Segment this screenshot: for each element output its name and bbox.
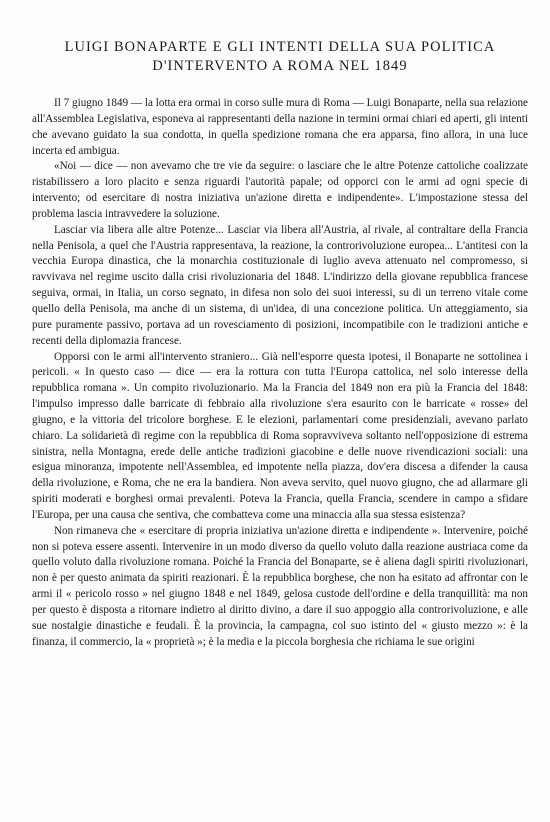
- title-line-1: LUIGI BONAPARTE E GLI INTENTI DELLA SUA POLITICA: [64, 39, 496, 55]
- paragraph-4: Opporsi con le armi all'intervento straniero... Già nell'esporre questa ipotesi, il Bonaparte ne sottolinea i pericoli. « In questo caso — dice — era la rottura con tutta l'Europa cattolica, nel solo interesse della repubblica romana ». Un compito rivoluzionario. Ma la Francia del 1849 non era più la Francia del 1848: l'impulso impresso dalle barricate di febbraio alla rivoluzione s'era esaurito con le barricate « rosse» del giugno, e la vittoria del tricolore borghese. E le elezioni, parlamentari come presidenziali, avevano parlato chiaro. La solidarietà di regime con la repubblica di Roma sopravviveva soltanto nell'opposizione di estrema sinistra, nella Montagna, erede delle antiche tradizioni giacobine e delle nuove rivendicazioni sociali: una esigua minoranza, impotente nell'Assemblea, ed impotente nella piazza, dov'era discesa a difender la causa della rivoluzione, e Roma, che ne era la bandiera. Non aveva servito, quel nuovo giugno, che ad allarmare gli spiriti moderati e borghesi ormai prevalenti. Poteva la Francia, quella Francia, scendere in campo a sfidare l'Europa, per una causa che sentiva, che combatteva come una minaccia alla sua stessa esistenza?: [32, 350, 528, 521]
- paragraph-1: Il 7 giugno 1849 — la lotta era ormai in corso sulle mura di Roma — Luigi Bonaparte, nella sua relazione all'Assemblea Legislativa, esponeva ai rappresentanti della nazione in termini ormai chiari ed aperti, gli intenti che avevano guidato la sua condotta, in quella spedizione romana che era apparsa, fino allora, in una luce incerta ed ambigua.: [32, 97, 528, 157]
- paragraph-2: «Noi — dice — non avevamo che tre vie da seguire: o lasciare che le altre Potenze cattoliche coalizzate ristabilissero a loro placito e senza riguardi l'autorità papale; od opporci con le armi ad ogni specie di intervento; od esercitare di nostra iniziativa un'azione diretta e indipendente». L'impostazione stessa del problema lascia intravvedere la soluzione.: [32, 160, 528, 220]
- article-title: [32, 38, 528, 76]
- article-body: [32, 96, 528, 651]
- paragraph-5: Non rimaneva che « esercitare di propria iniziativa un'azione diretta e indipendente ». Intervenire, poiché non si poteva essere assenti. Intervenire in un modo diverso da quello voluto dalla reazione austriaca come da quello voluto dalla rivoluzione romana. Poiché la Francia del Bonaparte, se è aliena dagli spiriti rivoluzionari, non è per questo animata da spiriti reazionari. È la repubblica borghese, che non ha esitato ad affrontar con le armi il « pericolo rosso » nel giugno 1848 e nel 1849, gelosa custode dell'ordine e della tranquillità: ma non per questo è disposta a ritornare indietro al diritto divino, a dare il suo appoggio alla controrivoluzione, e alle sue nostalgie dinastiche e feudali. È la provincia, la campagna, col suo istinto del « giusto mezzo »: è la finanza, il commercio, la « proprietà »; è la media e la piccola borghesia che richiama le sue origini: [32, 524, 528, 648]
- paragraph-3: Lasciar via libera alle altre Potenze... Lasciar via libera all'Austria, al rivale, al contraltare della Francia nella Penisola, a quel che l'Austria rappresentava, la reazione, la controrivoluzione europea... L'antitesi con la vecchia Europa dinastica, che la monarchia costituzionale di luglio aveva attenuato nel compromesso, si ravvivava nel regime uscito dalla crisi rivoluzionaria del 1848. L'indirizzo della giovane repubblica francese seguiva, ormai, in Italia, un corso segnato, in difesa non solo dei suoi interessi, su di un terreno vitale come quello della Penisola, ma anche di un sistema, di un'idea, di una concezione politica. Un atteggiamento, sia pure puramente passivo, portava ad un rovesciamento di posizioni, incompatibile con le tradizioni antiche e recenti della diplomazia francese.: [32, 223, 528, 347]
- title-line-2: D'INTERVENTO A ROMA NEL 1849: [152, 58, 408, 74]
